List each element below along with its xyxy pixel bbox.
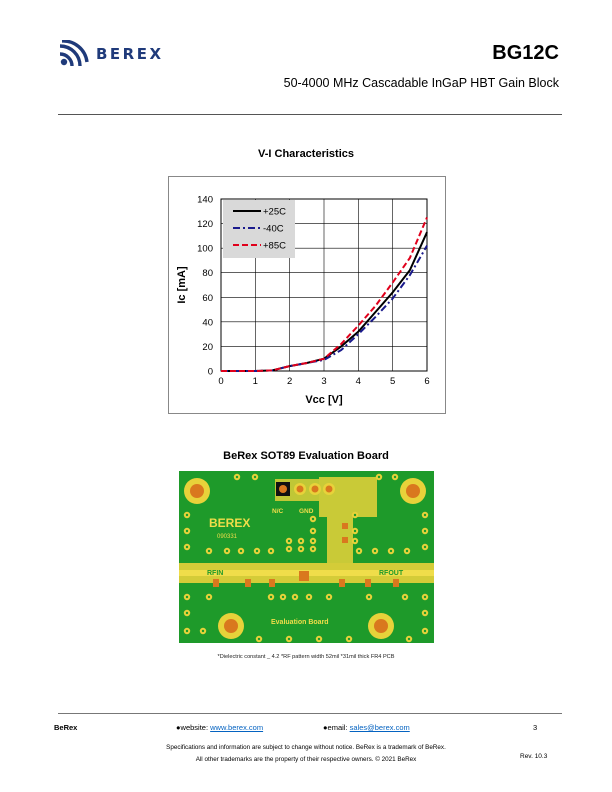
via-drill bbox=[354, 514, 356, 516]
x-tick-label: 5 bbox=[390, 376, 396, 387]
via-drill bbox=[390, 550, 392, 552]
chart-title: V-I Characteristics bbox=[258, 148, 354, 160]
board-note: *Dielectric constant _ 4.2 *RF pattern width 52mil *31mil thick FR4 PCB bbox=[217, 654, 395, 660]
via-drill bbox=[424, 630, 426, 632]
x-axis-label: Vcc [V] bbox=[305, 394, 343, 406]
legend-label: +25C bbox=[263, 206, 286, 218]
y-tick-label: 80 bbox=[202, 268, 213, 280]
x-tick-label: 1 bbox=[252, 376, 258, 387]
via-drill bbox=[282, 596, 284, 598]
footer-email bbox=[323, 723, 410, 732]
via-drill bbox=[312, 518, 314, 520]
footer-website bbox=[176, 723, 263, 732]
via-drill bbox=[312, 548, 314, 550]
via-drill bbox=[348, 638, 350, 640]
via-drill bbox=[318, 638, 320, 640]
vi-chart-svg bbox=[169, 177, 445, 413]
page-subtitle: 50-4000 MHz Cascadable InGaP HBT Gain Block bbox=[283, 76, 559, 90]
via-drill bbox=[424, 530, 426, 532]
via-drill bbox=[294, 596, 296, 598]
y-tick-label: 100 bbox=[197, 243, 213, 255]
board-title: BeRex SOT89 Evaluation Board bbox=[223, 450, 389, 462]
via-drill bbox=[226, 550, 228, 552]
via-drill bbox=[270, 596, 272, 598]
email-link[interactable]: sales@berex.com bbox=[349, 723, 410, 732]
via-drill bbox=[358, 550, 360, 552]
via-drill bbox=[328, 596, 330, 598]
via-drill bbox=[354, 530, 356, 532]
via-drill bbox=[394, 476, 396, 478]
via-drill bbox=[186, 530, 188, 532]
rfout-label: RFOUT bbox=[379, 570, 404, 577]
pin-gnd-label: GND bbox=[299, 508, 314, 515]
via-drill bbox=[186, 546, 188, 548]
via-drill bbox=[240, 550, 242, 552]
via-drill bbox=[354, 540, 356, 542]
via-drill bbox=[186, 612, 188, 614]
wifi-logo-icon bbox=[58, 40, 92, 68]
via-drill bbox=[368, 596, 370, 598]
page-number: 3 bbox=[533, 723, 538, 732]
via-drill bbox=[254, 476, 256, 478]
x-tick-label: 3 bbox=[321, 376, 327, 387]
via-drill bbox=[424, 546, 426, 548]
via-drill bbox=[300, 548, 302, 550]
y-tick-label: 60 bbox=[202, 292, 213, 304]
via-drill bbox=[312, 540, 314, 542]
footer-divider bbox=[58, 713, 562, 714]
y-tick-label: 0 bbox=[207, 366, 213, 378]
website-label: ●website: bbox=[176, 723, 211, 732]
via-drill bbox=[300, 540, 302, 542]
disclaimer-line-2: All other trademarks are the property of their respective owners. © 2021 BeRex bbox=[195, 756, 417, 763]
via-drill bbox=[404, 596, 406, 598]
via-drill bbox=[208, 596, 210, 598]
via-drill bbox=[186, 514, 188, 516]
via-drill bbox=[424, 514, 426, 516]
via-drill bbox=[312, 530, 314, 532]
via-drill bbox=[186, 630, 188, 632]
header-divider bbox=[58, 114, 562, 115]
via-drill bbox=[288, 540, 290, 542]
brand-name: BEREX bbox=[96, 45, 164, 63]
via-drill bbox=[236, 476, 238, 478]
vi-chart bbox=[168, 176, 446, 414]
part-number: BG12C bbox=[492, 42, 559, 64]
y-tick-label: 40 bbox=[202, 317, 213, 329]
footer-company: BeRex bbox=[54, 723, 78, 732]
x-tick-label: 0 bbox=[218, 376, 224, 387]
y-tick-label: 20 bbox=[202, 341, 213, 353]
board-code: 090331 bbox=[217, 534, 238, 540]
via-drill bbox=[408, 638, 410, 640]
x-tick-label: 2 bbox=[287, 376, 293, 387]
y-axis-label: Ic [mA] bbox=[176, 266, 188, 304]
y-tick-label: 120 bbox=[197, 219, 213, 231]
email-label: ●email: bbox=[323, 723, 350, 732]
via-drill bbox=[374, 550, 376, 552]
via-drill bbox=[208, 550, 210, 552]
via-drill bbox=[424, 596, 426, 598]
disclaimer-line-1: Specifications and information are subject to change without notice. BeRex is a trademark of BeRex. bbox=[166, 744, 446, 751]
via-drill bbox=[288, 548, 290, 550]
board-label: Evaluation Board bbox=[271, 619, 329, 626]
via-drill bbox=[424, 612, 426, 614]
legend-label: +85C bbox=[263, 240, 286, 252]
via-drill bbox=[270, 550, 272, 552]
via-drill bbox=[258, 638, 260, 640]
revision: Rev. 10.3 bbox=[520, 753, 548, 760]
via-drill bbox=[308, 596, 310, 598]
board-brand: BEREX bbox=[209, 516, 251, 530]
via-drill bbox=[202, 630, 204, 632]
pcb-drawing bbox=[179, 471, 434, 643]
via-drill bbox=[186, 596, 188, 598]
legend-label: -40C bbox=[263, 223, 284, 235]
x-tick-label: 4 bbox=[355, 376, 361, 387]
website-link[interactable]: www.berex.com bbox=[210, 723, 264, 732]
evaluation-board-image bbox=[179, 471, 434, 643]
via-drill bbox=[406, 550, 408, 552]
via-drill bbox=[288, 638, 290, 640]
via-drill bbox=[256, 550, 258, 552]
y-tick-label: 140 bbox=[197, 194, 213, 206]
via-drill bbox=[378, 476, 380, 478]
x-tick-label: 6 bbox=[424, 376, 430, 387]
pin-nc-label: N/C bbox=[272, 508, 284, 515]
berex-logo bbox=[58, 40, 188, 68]
rfin-label: RFIN bbox=[207, 570, 224, 577]
